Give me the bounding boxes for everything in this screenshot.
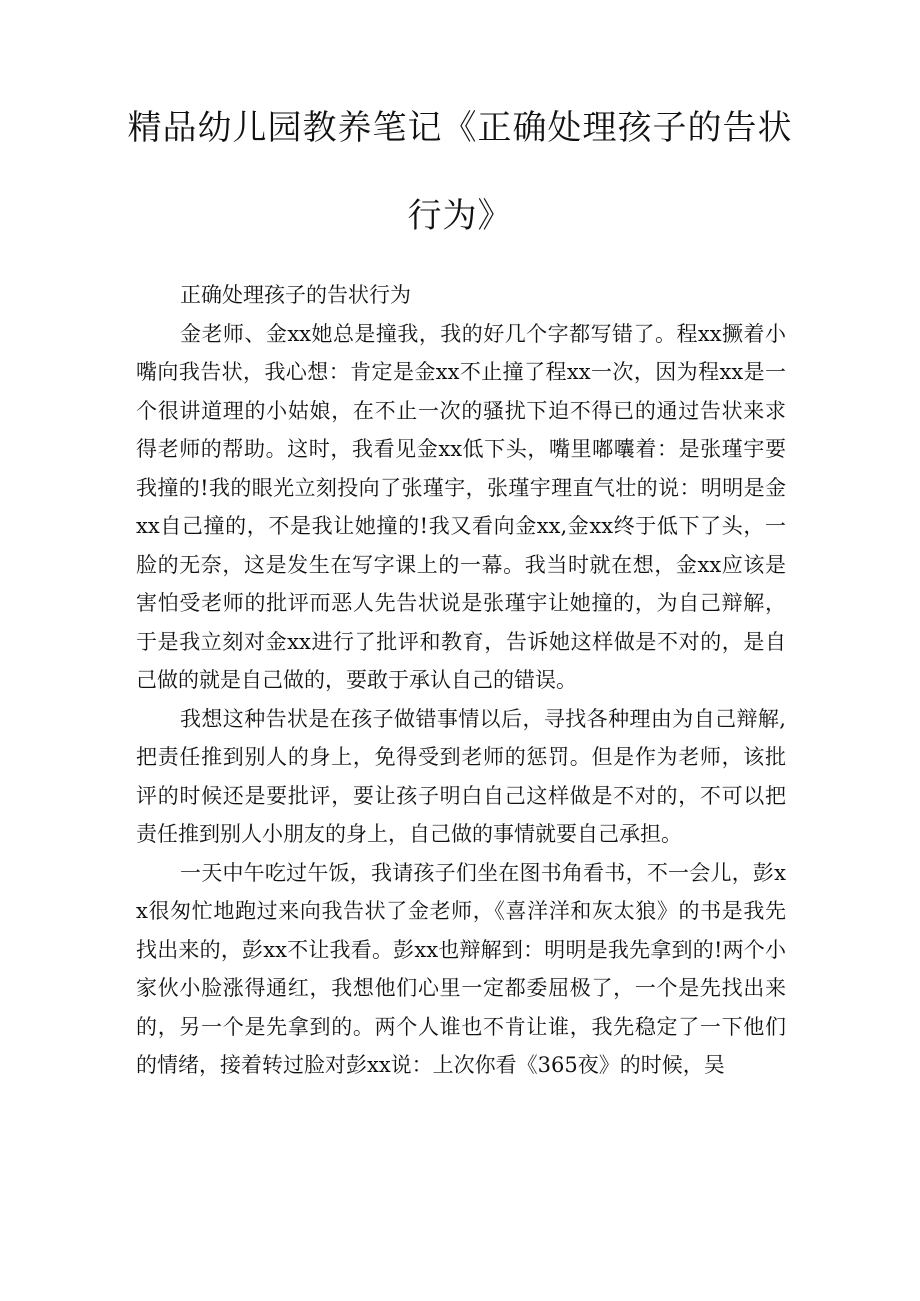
paragraph: 一天中午吃过午饭，我请孩子们坐在图书角看书，不一会儿，彭xx很匆忙地跑过来向我告状了金老师，《喜洋洋和灰太狼》的书是我先找出来的，彭xx不让我看。彭xx也辩解到：明明是我先拿到的!两个小家伙小脸涨得通红，我想他们心里一定都委屈极了，一个是先找出来的，另一个是先拿到的。两个人谁也不肯让谁，我先稳定了一下他们的情绪，接着转过脸对彭xx说：上次你看《365夜》的时候，吴 <box>136 860 786 1077</box>
document-title-line-2: 行为》 <box>407 196 513 236</box>
section-heading: 正确处理孩子的告状行为 <box>180 283 411 307</box>
paragraph: 金老师、金xx她总是撞我，我的好几个字都写错了。程xx撅着小嘴向我告状，我心想：肯定是金xx不止撞了程xx一次，因为程xx是一个很讲道理的小姑娘，在不止一次的骚扰下迫不得已的通过告状来求得老师的帮助。这时，我看见金xx低下头，嘴里嘟囔着：是张瑾宇要我撞的!我的眼光立刻投向了张瑾宇，张瑾宇理直气壮的说：明明是金xx自己撞的，不是我让她撞的!我又看向金xx,金xx终于低下了头，一脸的无奈，这是发生在写字课上的一幕。我当时就在想，金xx应该是害怕受老师的批评而恶人先告状说是张瑾宇让她撞的，为自己辩解，于是我立刻对金xx进行了批评和教育，告诉她这样做是不对的，是自己做的就是自己做的，要敢于承认自己的错误。 <box>136 321 786 692</box>
paragraph: 我想这种告状是在孩子做错事情以后，寻找各种理由为自己辩解,把责任推到别人的身上，免得受到老师的惩罚。但是作为老师，该批评的时候还是要批评，要让孩子明白自己这样做是不对的，不可以把责任推到别人小朋友的身上，自己做的事情就要自己承担。 <box>136 706 786 846</box>
document-body <box>136 276 786 1085</box>
document-title-line-1: 精品幼儿园教养笔记《正确处理孩子的告状 <box>127 108 793 148</box>
